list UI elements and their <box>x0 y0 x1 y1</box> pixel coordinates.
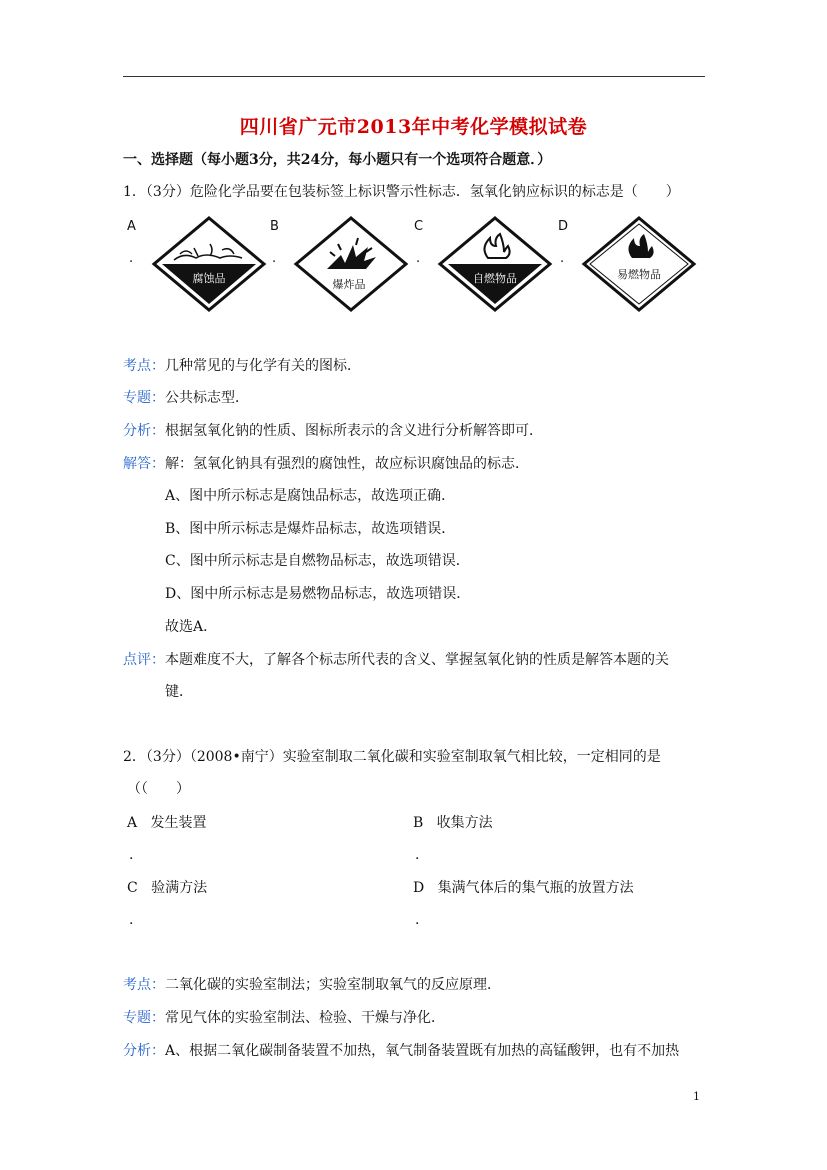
q1-option-b-sign-text: 爆炸品 <box>332 278 366 291</box>
q1-option-b-letter: B <box>270 219 279 234</box>
q1-option-d-letter: D <box>558 219 569 234</box>
q2-stem: 2．（3分）（2008•南宁）实验室制取二氧化碳和实验室制取氧气相比较，一定相同的是 <box>123 749 661 765</box>
q1-option-d-sign-text: 易燃物品 <box>617 268 661 281</box>
q2-kaodian: 考点：二氧化碳的实验室制法；实验室制取氧气的反应原理． <box>123 977 501 993</box>
flammable-sign-icon <box>580 214 698 314</box>
q1-dianping-cont: 键． <box>165 684 193 700</box>
q2-stem-cont: （（ ） <box>127 781 190 797</box>
q2-option-a-dot: . <box>129 847 134 863</box>
q1-explain-a: A、图中所示标志是腐蚀品标志，故选项正确． <box>165 488 456 504</box>
q1-explain-c: C、图中所示标志是自燃物品标志，故选项错误． <box>165 553 470 569</box>
q1-jieda: 解答：解：氢氧化钠具有强烈的腐蚀性，故应标识腐蚀品的标志． <box>123 456 529 472</box>
q2-option-b: B 收集方法 <box>413 815 493 831</box>
section-heading: 一、选择题（每小题3分，共24分，每小题只有一个选项符合题意．） <box>123 152 552 168</box>
q1-options <box>0 214 827 324</box>
q2-option-c-dot: . <box>129 912 134 928</box>
q1-explain-d: D、图中所示标志是易燃物品标志，故选项错误． <box>165 586 471 602</box>
q1-option-c-sign-text: 自燃物品 <box>473 272 517 285</box>
q1-zhuanti: 专题：公共标志型． <box>123 390 249 406</box>
q1-option-d-dot: . <box>560 251 565 266</box>
q2-option-c: C 验满方法 <box>127 880 208 896</box>
q2-option-d: D 集满气体后的集气瓶的放置方法 <box>413 880 634 896</box>
explosive-sign-icon <box>292 214 410 314</box>
corrosive-sign-icon <box>150 214 268 314</box>
kaodian-label: 考点： <box>123 358 165 374</box>
fenxi-label: 分析： <box>123 423 165 439</box>
q2-option-d-dot: . <box>415 912 420 928</box>
q1-kaodian: 考点：几种常见的与化学有关的图标． <box>123 358 361 374</box>
q1-fenxi: 分析：根据氢氧化钠的性质、图标所表示的含义进行分析解答即可． <box>123 423 543 439</box>
q1-option-a-sign-text: 腐蚀品 <box>192 272 226 285</box>
page-number: 1 <box>693 1090 700 1103</box>
page-title: 四川省广元市2013年中考化学模拟试卷 <box>239 116 588 138</box>
q1-option-c-letter: C <box>414 219 424 234</box>
q2-option-b-dot: . <box>415 847 420 863</box>
q1-explain-b: B、图中所示标志是爆炸品标志，故选项错误． <box>165 521 456 537</box>
q2-fenxi: 分析：A、根据二氧化碳制备装置不加热，氧气制备装置既有加热的高锰酸钾，也有不加热 <box>123 1043 680 1059</box>
q1-option-c-dot: . <box>416 251 421 266</box>
q2-option-a: A 发生装置 <box>127 815 207 831</box>
q1-option-a-dot: . <box>129 251 134 266</box>
q1-dianping: 点评：本题难度不大，了解各个标志所代表的含义、掌握氢氧化钠的性质是解答本题的关 <box>123 652 669 668</box>
zhuanti-label: 专题： <box>123 390 165 406</box>
spontaneous-combustion-sign-icon <box>436 214 554 314</box>
q1-stem: 1．（3分）危险化学品要在包装标签上标识警示性标志．氢氧化钠应标识的标志是（ ） <box>123 184 680 200</box>
q1-option-a-letter: A <box>127 219 136 234</box>
q1-option-b-dot: . <box>272 251 277 266</box>
dianping-label: 点评： <box>123 652 165 668</box>
header-rule <box>123 76 705 77</box>
q1-answer: 故选A． <box>165 619 218 635</box>
jieda-label: 解答： <box>123 456 165 472</box>
q2-zhuanti: 专题：常见气体的实验室制法、检验、干燥与净化． <box>123 1010 445 1026</box>
